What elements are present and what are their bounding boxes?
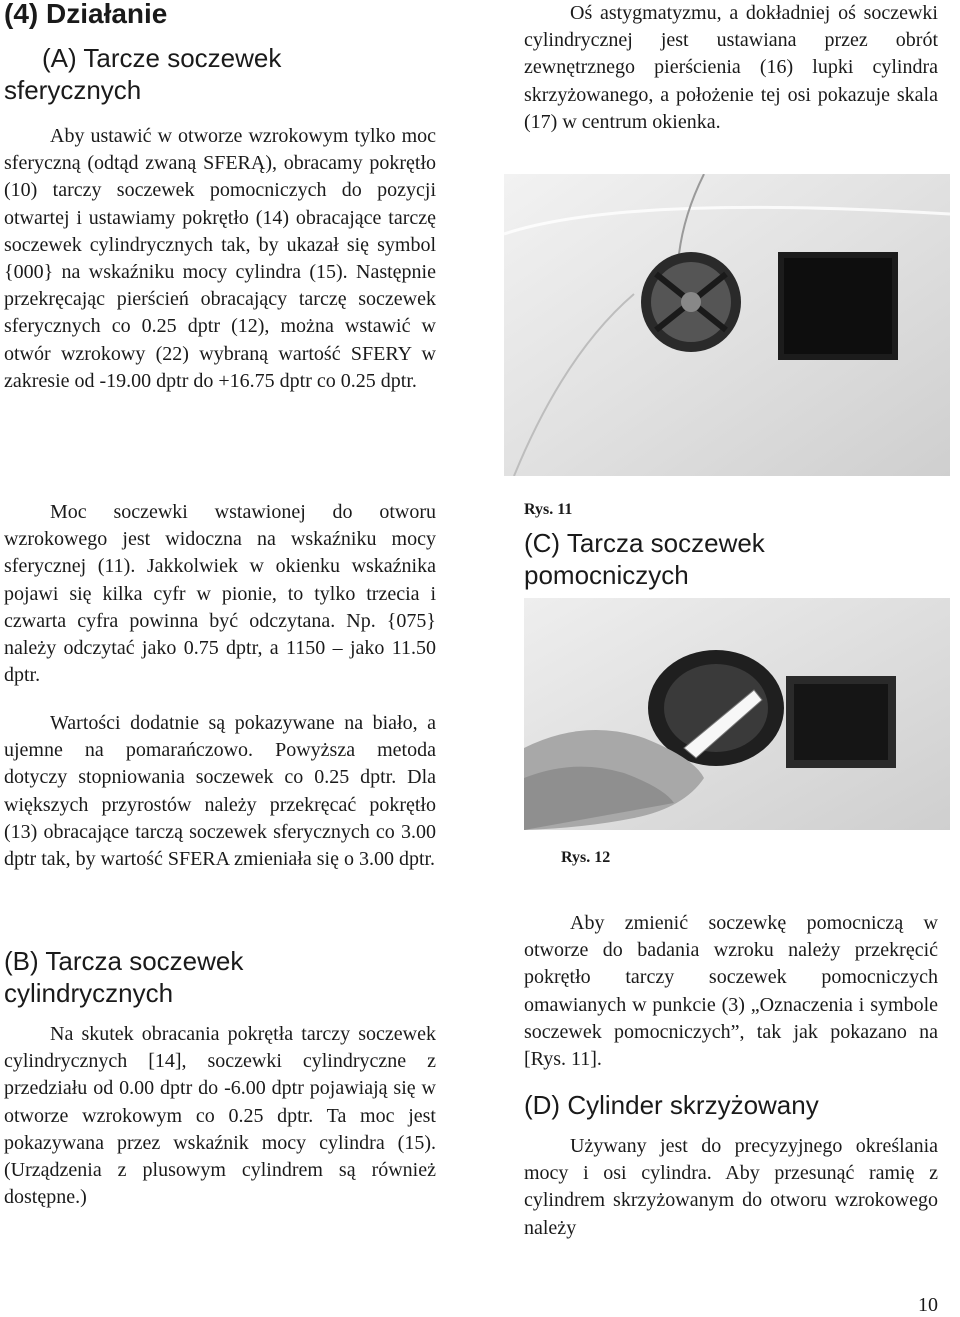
paragraph-cross-cylinder: Używany jest do precyzyjnego określania mocy i osi cylindra. Aby przesunąć ramię z cylindrem skrzyżowanym do otworu wzrokowego należy bbox=[524, 1135, 938, 1239]
section-c-title: (C) Tarcza soczewek pomocniczych bbox=[524, 528, 765, 590]
section-a-title: (A) Tarcze soczewek sferycznych bbox=[4, 43, 282, 105]
paragraph-astigmatism-axis: Oś astygmatyzmu, a dokładniej oś soczewki cylindrycznej jest ustawiana przez obrót zewnętrznego pierścienia (16) lupki cylindra skrzyżowanego, a położenie tej osi pokazuje skala (17) w centrum okienka. bbox=[524, 2, 938, 133]
paragraph-spherical-setting: Aby ustawić w otworze wzrokowym tylko moc sferyczną (odtąd zwaną SFERĄ), obracamy pokrętło (10) tarczy soczewek pomocniczych do pozycji otwartej i ustawiamy pokrętło (14) obracające tarczę soczewek cylindrycznych tak, by ukazał się symbol {000} na wskaźniku mocy cylindra (15). Następnie przekręcając pierścień obracający tarczę soczewek sferycznych co 0.25 dptr (12), można wstawić w otwór wzrokowy (22) wybraną wartość SFERY w zakresie od -19.00 dptr do +16.75 dptr co 0.25 dptr. bbox=[4, 125, 436, 392]
section-d-title: (D) Cylinder skrzyżowany bbox=[524, 1090, 819, 1120]
paragraph-auxiliary-lens: Aby zmienić soczewkę pomocniczą w otworze do badania wzroku należy przekręcić pokrętło tarczy soczewek pomocniczych omawianych w punkcie (3) „Oznaczenia i symbole soczewek pomocniczych”, tak jak pokazano na [Rys. 11]. bbox=[524, 912, 938, 1071]
figure-12-photo bbox=[524, 598, 950, 830]
section-b-title: (B) Tarcza soczewek cylindrycznych bbox=[4, 946, 244, 1008]
paragraph-positive-negative: Wartości dodatnie są pokazywane na biało, a ujemne na pomarańczowo. Powyższa metoda dotyczy stopniowania soczewek co 0.25 dptr. Dla większych przyrostów należy przekręcać pokrętło (13) obracające tarczą soczewek sferycznych co 3.00 dptr tak, by wartość SFERA zmieniała się o 3.00 dptr. bbox=[4, 712, 436, 871]
figure-12-caption: Rys. 12 bbox=[561, 849, 611, 866]
page-heading: (4) Działanie bbox=[4, 0, 168, 29]
page-number: 10 bbox=[918, 1294, 938, 1316]
figure-11-photo bbox=[504, 174, 950, 476]
paragraph-spherical-readout: Moc soczewki wstawionej do otworu wzrokowego jest widoczna na wskaźniku mocy sferycznej (11). Jakkolwiek w okienku wskaźnika pojawi się kilka cyfr w pionie, to tylko trzecia i czwarta cyfra powinna być odczytana. Np. {075} należy odczytać jako 0.75 dptr, a 1150 – jako 11.50 dptr. bbox=[4, 501, 436, 687]
paragraph-cylinder-disc: Na skutek obracania pokrętła tarczy soczewek cylindrycznych [14], soczewki cylindryczne z przedziału od 0.00 dptr do -6.00 dptr pojawiają się w otworze wzrokowym co 0.25 dptr. Ta moc jest pokazywana przez wskaźnik mocy cylindra (15). (Urządzenia z plusowym cylindrem są również dostępne.) bbox=[4, 1023, 436, 1209]
figure-11-caption: Rys. 11 bbox=[524, 501, 573, 518]
